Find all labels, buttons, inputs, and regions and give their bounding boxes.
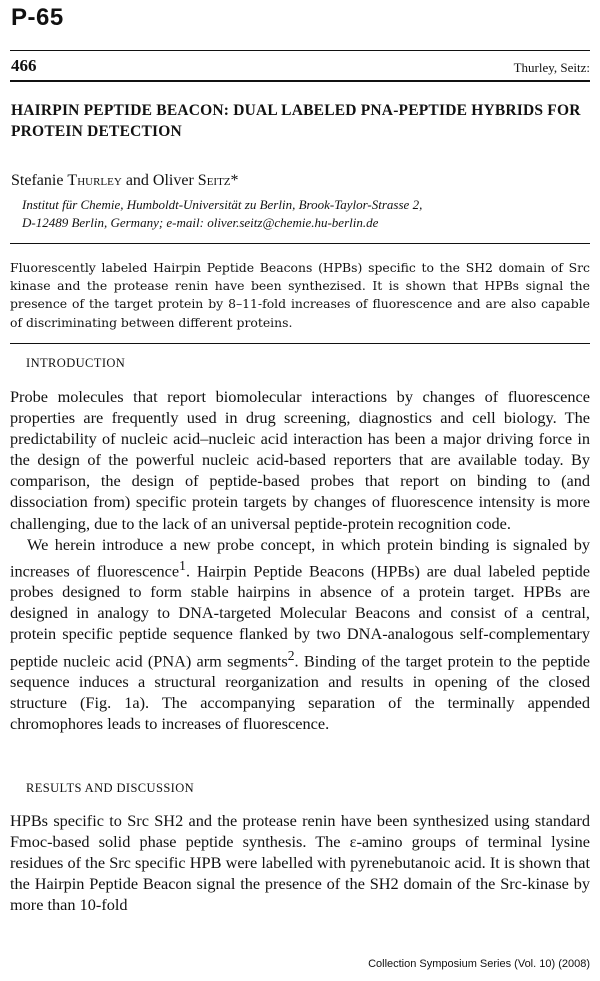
paper-title: HAIRPIN PEPTIDE BEACON: DUAL LABELED PNA-PEPTIDE HYBRIDS FOR PROTEIN DETECTION	[11, 102, 581, 140]
affiliation-line-1: Institut für Chemie, Humboldt-Universität zu Berlin, Brook-Taylor-Strasse 2,	[22, 197, 423, 212]
page-number: 466	[11, 56, 37, 75]
citation-ref-2: 2	[287, 647, 295, 663]
author-second-family: Seitz	[197, 172, 231, 189]
paragraph-text: We herein introduce a new probe concept, in which protein binding is signaled by increases of fluorescence	[10, 534, 590, 581]
top-rule	[10, 50, 590, 51]
header-rule	[10, 80, 590, 82]
running-head: Thurley, Seitz:	[513, 60, 590, 75]
results-paragraph-1: HPBs specific to Src SH2 and the protease renin have been synthesized using standard Fmoc-based solid phase peptide synthesis. The ε-amino groups of terminal lysine residues of the Src specific HPB were labelled with pyrenebutanoic acid. It is shown that the Hairpin Peptide Beacon signal the presence of the SH2 domain of the Src-kinase by more than 10-fold	[10, 811, 590, 915]
abstract-top-rule	[10, 243, 590, 244]
abstract-bottom-rule	[10, 343, 590, 344]
introduction-heading: INTRODUCTION	[26, 356, 126, 370]
introduction-paragraph-2	[10, 534, 590, 735]
footer: Collection Symposium Series (Vol. 10) (2008)	[368, 958, 590, 970]
affiliation-line-2: D-12489 Berlin, Germany; e-mail: oliver.seitz@chemie.hu-berlin.de	[22, 215, 379, 230]
citation-ref-1: 1	[179, 557, 186, 573]
poster-id: P-65	[11, 4, 64, 31]
abstract: Fluorescently labeled Hairpin Peptide Beacons (HPBs) specific to the SH2 domain of Src kinase and the protease renin have been synthezised. It is shown that HPBs signal the presence of the target protein by 8–11-fold increases of fluorescence and are also capable of discriminating between different proteins.	[10, 260, 590, 330]
introduction-paragraph-1: Probe molecules that report biomolecular interactions by changes of fluorescence properties are frequently used in drug screening, diagnostics and cell biology. The predictability of nucleic acid–nucleic acid interaction has been a major driving force in the design of the powerful nucleic acid-based reporters that are available today. By comparison, the design of peptide-based probes that report on binding to (and dissociation from) specific protein targets by changes of fluorescence intensity is more challenging, due to the lack of an universal peptide-protein recognition code.	[10, 387, 590, 533]
author-first-given: Stefanie	[11, 172, 64, 189]
affiliation	[22, 196, 582, 232]
author-first-family: Thurley	[67, 172, 122, 189]
results-body	[10, 810, 590, 915]
author-connector: and	[125, 172, 149, 189]
paragraph-text: . Hairpin Peptide Beacons (HPBs) are dual labeled peptide probes designed to form stable hairpins in absence of a protein target. HPBs are designed in analogy to DNA-targeted Molecular Beacons and consist of a central, protein specific peptide sequence flanked by two DNA-analogous self-complementary peptide nucleic acid (PNA) arm segments	[10, 561, 591, 670]
results-heading: RESULTS AND DISCUSSION	[26, 781, 195, 795]
author-line	[11, 172, 239, 190]
introduction-body	[10, 386, 590, 734]
author-second-given: Oliver	[152, 172, 194, 189]
corresponding-star: *	[230, 172, 239, 189]
paragraph-text: . Binding of the target protein to the peptide sequence induces a structural reorganization and results in opening of the closed structure (Fig. 1a). The accompanying separation of the terminally appended chromophores leads to increases of fluorescence.	[10, 650, 590, 734]
